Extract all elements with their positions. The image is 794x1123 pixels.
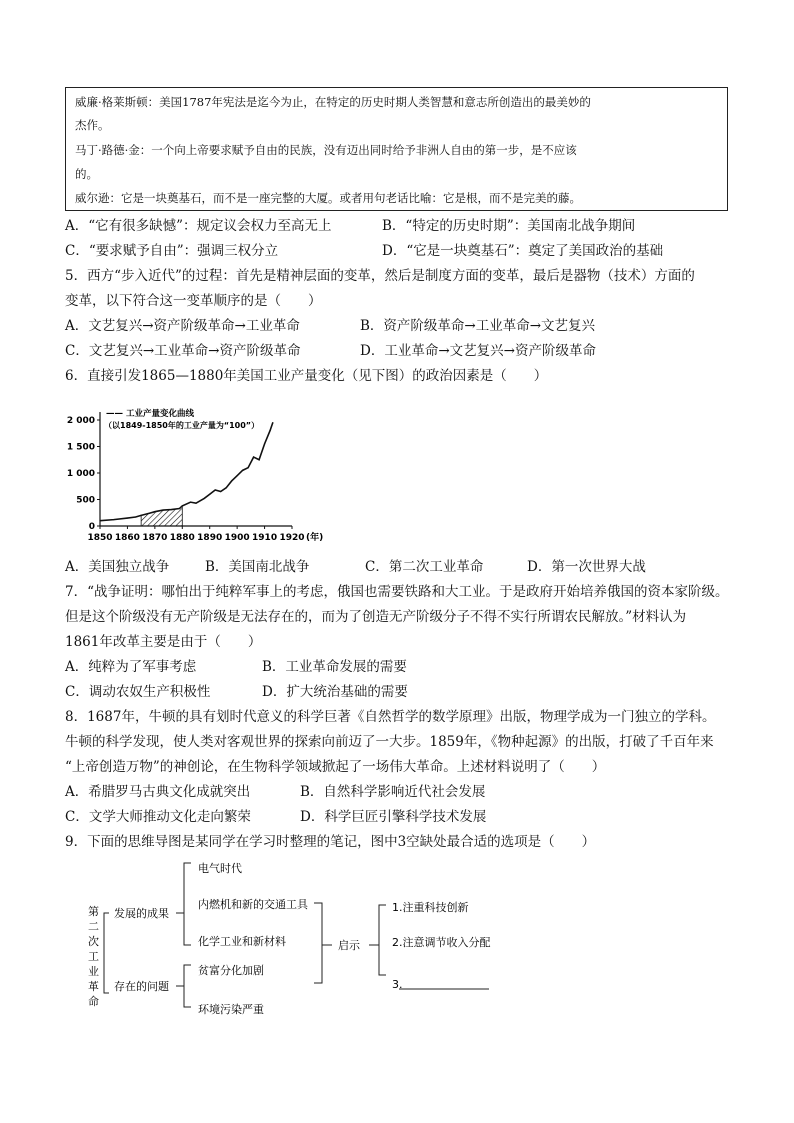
data-point [204,498,205,499]
q6-option-a: A．美国独立战争 [65,559,170,575]
data-point [141,515,142,516]
mindmap-root-1: 第 [88,905,99,918]
q4-option-a: A．“它有很多缺憾”：规定议会权力至高无上 [65,218,332,234]
q8-option-c: C．文学大师推动文化走向繁荣 [65,809,251,825]
x-tick-label: 1860 [114,533,140,543]
q4-option-d: D．“它是一块奠基石”：奠定了美国政治的基础 [382,243,664,259]
q7-stem-line1: 7．“战争证明：哪怕出于纯粹军事上的考虑，俄国也需要铁路和大工业。于是政府开始培养俄国的资本家阶级。 [65,584,729,600]
q7-option-a: A．纯粹为了军事考虑 [65,659,197,675]
y-tick-label: 1 500 [66,442,95,453]
root-bracket [104,913,109,993]
branch2-bracket [184,965,191,1007]
output-curve [100,423,273,521]
quote-king: 马丁·路德·金：一个向上帝要求赋予自由的民族，没有迈出同时给予非洲人自由的第一步，是不应该 [75,143,577,157]
mindmap-b2-item1: 贫富分化加剧 [198,964,264,977]
mind-map [74,855,504,1020]
q5-option-d: D．工业革命→文艺复兴→资产阶级革命 [360,343,596,359]
data-point [209,494,210,495]
data-point [171,509,172,510]
q8-stem-line1: 8．1687年，牛顿的具有划时代意义的科学巨著《自然哲学的数学原理》出版，物理学成为一门独立的学科。 [65,709,716,725]
mindmap-lesson-3: 3. [392,978,403,991]
q8-option-a: A．希腊罗马古典文化成就突出 [65,784,251,800]
data-point [215,489,216,490]
legend-line2: （以1849-1850年的工业产量为“100”） [104,421,260,430]
mindmap-root-5: 业 [88,965,99,978]
x-tick-label: 1920 [279,533,305,543]
y-tick-label: 500 [76,495,95,506]
q5-option-a: A．文艺复兴→资产阶级革命→工业革命 [65,318,300,334]
mindmap-root-6: 革 [88,980,99,993]
mindmap-b2-item2: 环境污染严重 [198,1003,264,1016]
data-point [248,467,249,468]
data-point [182,505,183,506]
lessons-bracket [379,905,386,975]
mindmap-lesson-2: 2.注意调节收入分配 [392,936,491,949]
q4-option-c: C．“要求赋予自由”：强调三权分立 [65,243,279,259]
quote-gladstone: 威廉·格莱斯顿：美国1787年宪法是迄今为止，在特定的历史时期人类智慧和意志所创造出的最美妙的 [75,95,591,109]
y-tick-label: 1 000 [66,469,95,479]
data-point [253,457,254,458]
data-point [179,508,180,509]
results-bracket [314,903,322,983]
mindmap-branch2: 存在的问题 [114,980,169,993]
data-point [99,520,100,521]
q5-stem-line1: 5．西方“步入近代”的过程：首先是精神层面的变革，然后是制度方面的变革，最后是器物（技术）方面的 [65,268,695,284]
q6-option-c: C．第二次工业革命 [365,559,484,575]
quote-king-cont: 的。 [75,167,98,181]
y-tick-label: 0 [88,522,95,532]
q6-option-b: B．美国南北战争 [205,559,310,575]
mindmap-branch1: 发展的成果 [114,907,169,920]
data-point [258,459,259,460]
quote-wilson: 威尔逊：它是一块奠基石，而不是一座完整的大厦。或者用句老话比喻：它是根，而不是完美的藤。 [75,191,581,205]
branch1-bracket [184,863,191,945]
mindmap-root-3: 次 [88,935,99,948]
data-point [195,503,196,504]
q9-stem: 9．下面的思维导图是某同学在学习时整理的笔记，图中3空缺处最合适的选项是（ ） [65,834,596,850]
legend-line1: —— 工业产量变化曲线 [106,409,194,419]
q8-option-d: D．科学巨匠引擎科学技术发展 [300,809,487,825]
data-point [231,480,232,481]
q6-stem: 6．直接引发1865—1880年美国工业产量变化（见下图）的政治因素是（ ） [65,368,548,384]
x-tick-label: 1910 [252,533,278,543]
mindmap-root-4: 工 [88,950,99,963]
data-point [220,491,221,492]
x-unit-label: (年) [306,533,324,543]
data-point [113,519,114,520]
q8-stem-line2: 牛顿的科学发现，使人类对客观世界的探索向前迈了一大步。1859年，《物种起源》的出版，打破了千百年来 [65,734,714,750]
data-point [127,517,128,518]
q7-option-b: B．工业革命发展的需要 [262,659,407,675]
q5-option-b: B．资产阶级革命→工业革命→文艺复兴 [360,318,596,334]
data-point [242,470,243,471]
q6-option-d: D．第一次世界大战 [527,559,646,575]
mindmap-lesson-1: 1.注重科技创新 [392,901,469,914]
quote-box [65,87,728,211]
x-tick-label: 1890 [197,533,223,543]
mindmap-middle: 启示 [338,939,360,952]
y-tick-label: 2 000 [66,416,95,426]
data-point [149,513,150,514]
q7-option-c: C．调动农奴生产积极性 [65,684,211,700]
data-point [135,516,136,517]
data-point [162,510,163,511]
mindmap-b1-item1: 电气时代 [198,862,242,875]
x-tick-label: 1900 [224,533,250,543]
q7-stem-line2: 但是这个阶级没有无产阶级是无法存在的，而为了创造无产阶级分子不得不实行所谓农民解放。”材料认为 [65,609,687,625]
q5-option-c: C．文艺复兴→工业革命→资产阶级革命 [65,343,301,359]
mindmap-b1-item3: 化学工业和新材料 [198,935,286,948]
data-point [237,475,238,476]
data-point [190,502,191,503]
q8-stem-line3: “上帝创造万物”的神创论，在生物科学领域掀起了一场伟大革命。上述材料说明了（ ） [65,759,606,775]
x-tick-label: 1870 [142,533,168,543]
data-point [226,487,227,488]
mindmap-root-7: 命 [88,995,99,1008]
mindmap-root-2: 二 [88,920,99,933]
data-point [272,422,273,423]
x-tick-label: 1880 [169,533,195,543]
mindmap-b1-item2: 内燃机和新的交通工具 [198,898,308,911]
x-tick-label: 1850 [87,533,113,543]
q4-option-b: B．“特定的历史时期”：美国南北战争期间 [382,218,636,234]
data-point [264,443,265,444]
q5-stem-line2: 变革，以下符合这一变革顺序的是（ ） [65,293,322,309]
data-point [269,430,270,431]
q7-stem-line3: 1861年改革主要是由于（ ） [65,634,262,650]
industrial-output-chart [60,398,330,553]
q7-option-d: D．扩大统治基础的需要 [262,684,408,700]
quote-gladstone-cont: 杰作。 [75,118,110,132]
q8-option-b: B．自然科学影响近代社会发展 [300,784,486,800]
data-point [154,511,155,512]
